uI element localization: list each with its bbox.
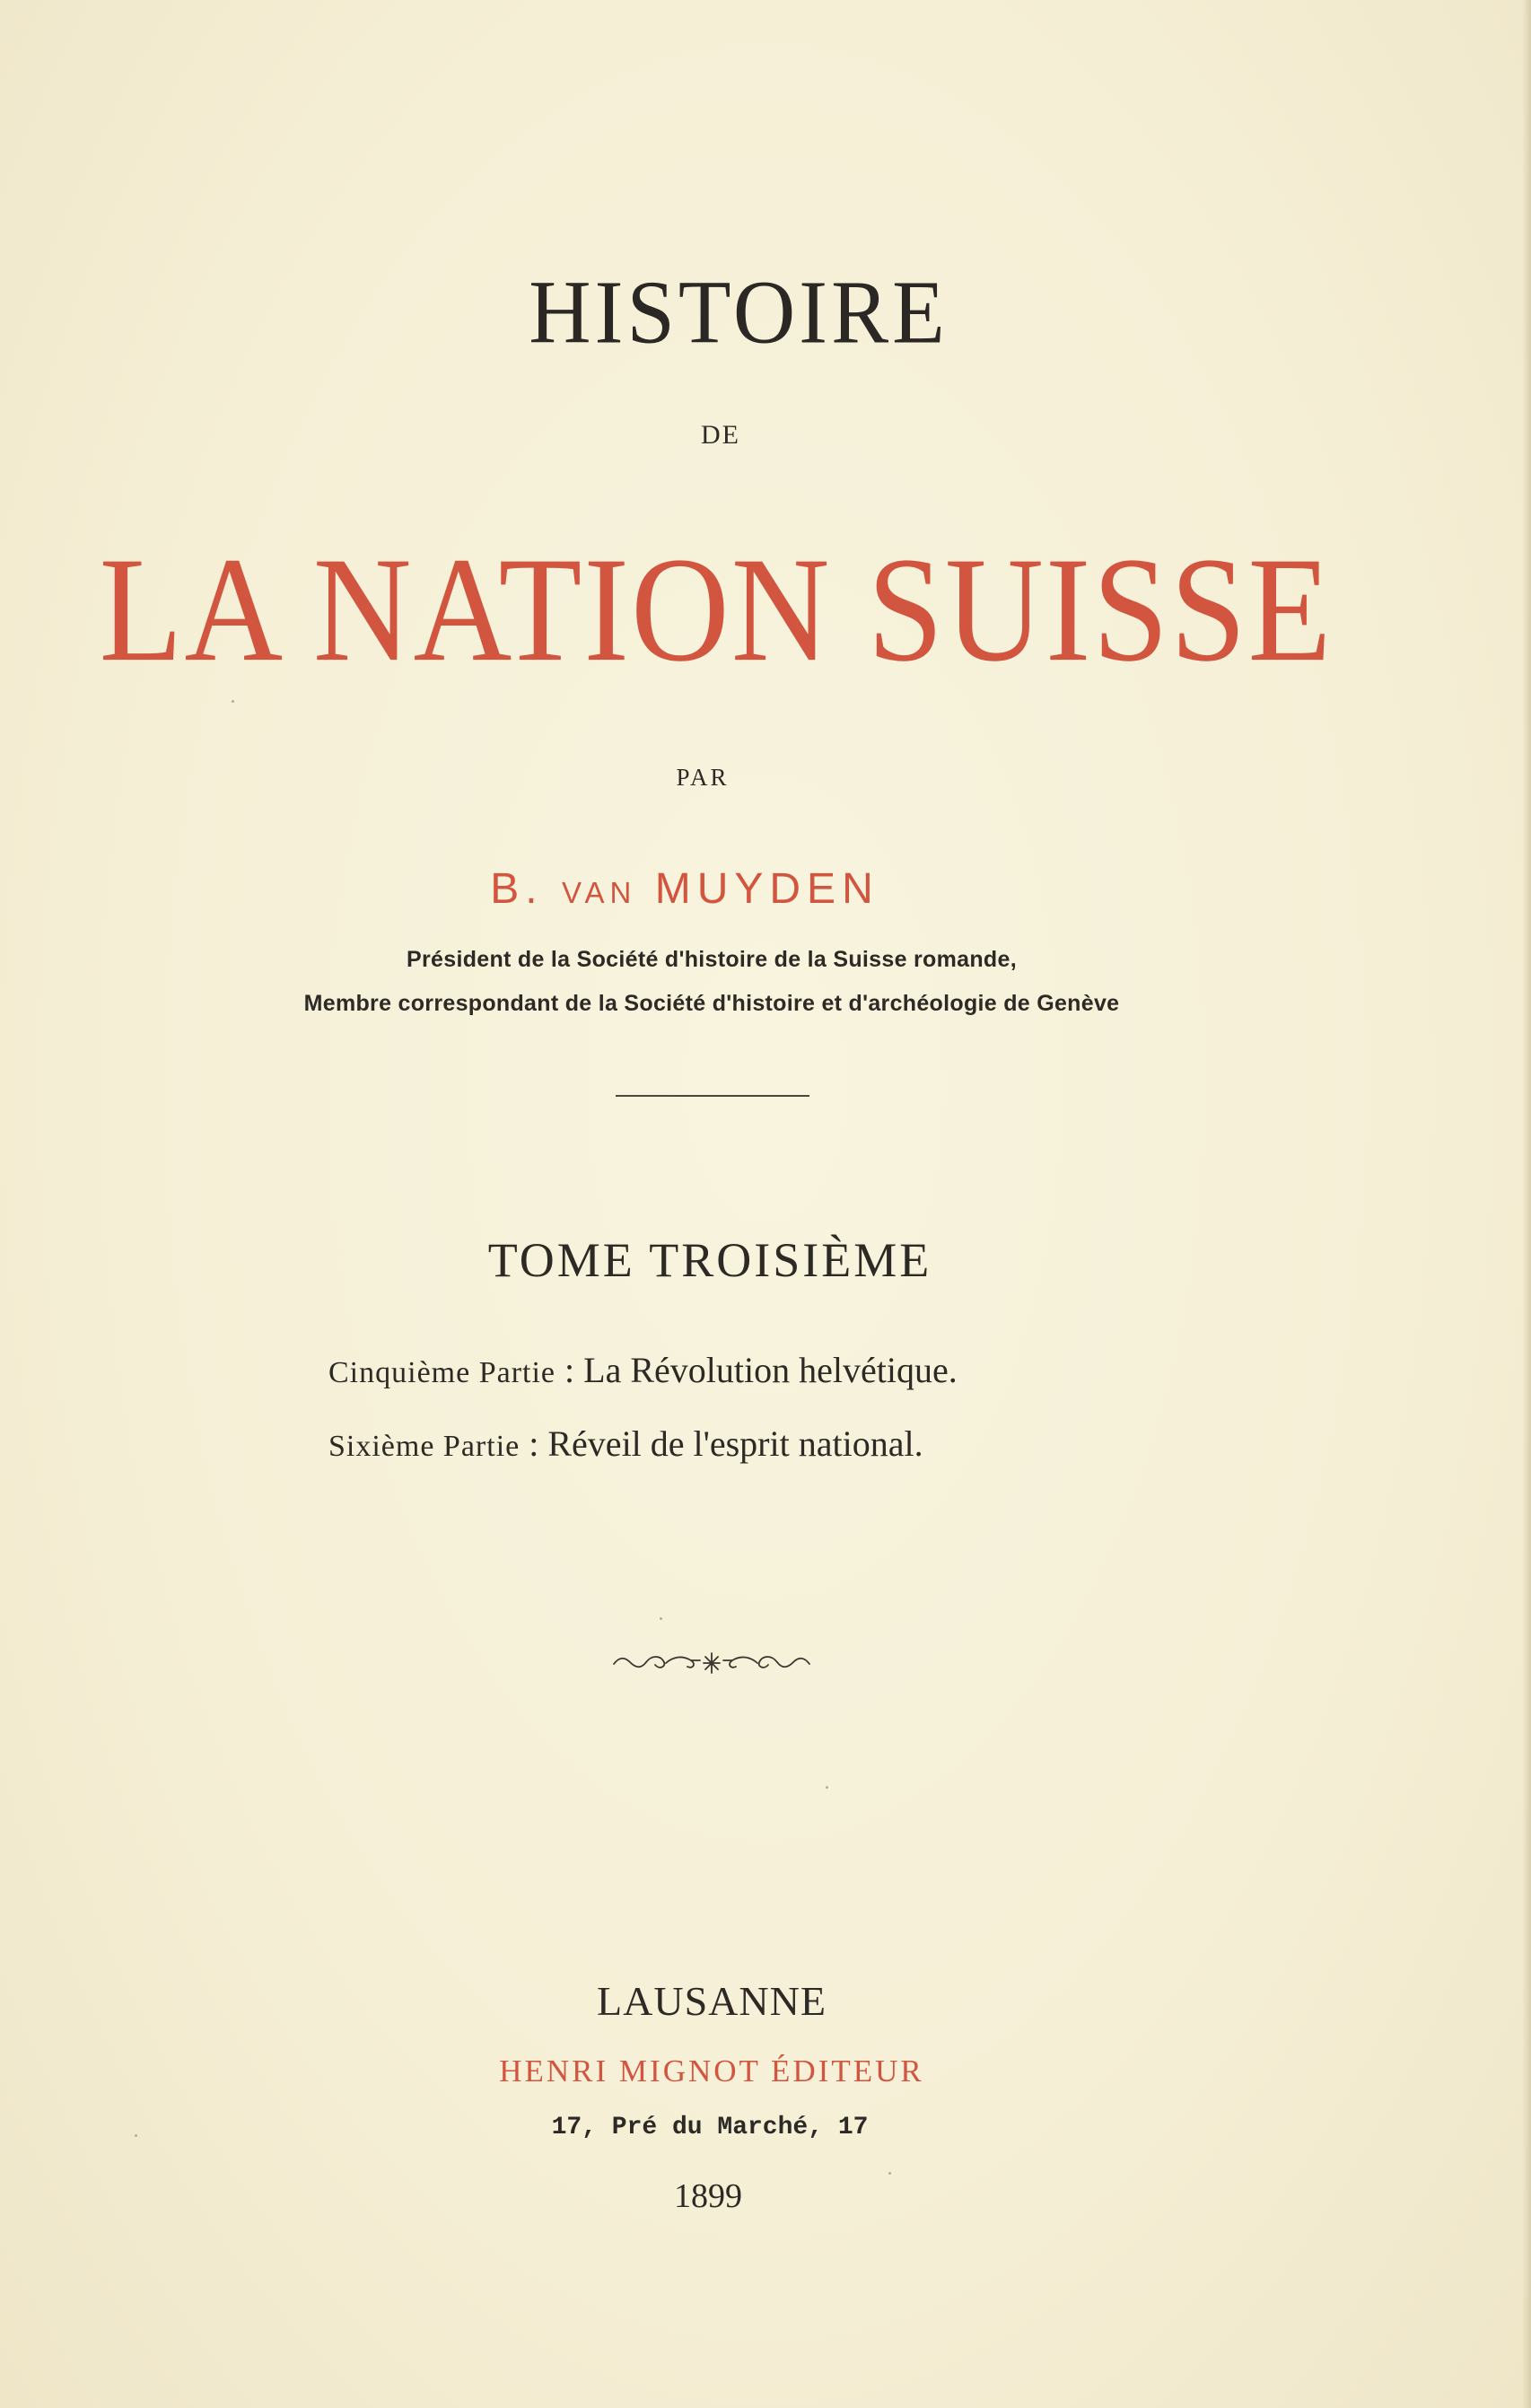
main-title: LA NATION SUISSE — [99, 526, 1334, 693]
part-label: Cinquième Partie — [328, 1356, 556, 1389]
decorative-flourish-icon — [610, 1650, 813, 1677]
publisher-address: 17, Pré du Marché, 17 — [551, 2114, 869, 2141]
part-title: La Révolution helvétique. — [583, 1350, 958, 1390]
author-role-1: Président de la Société d'histoire de la Suisse romande, — [407, 947, 1017, 972]
paper-speck — [135, 2134, 137, 2137]
volume-title: TOME TROISIÈME — [487, 1233, 932, 1287]
page-edge-shadow — [1522, 0, 1531, 2408]
part-line-1 — [328, 1349, 958, 1391]
part-label: Sixième Partie — [328, 1430, 521, 1463]
author-role-2: Membre correspondant de la Société d'histoire et d'archéologie de Genève — [303, 991, 1120, 1016]
paper-speck — [660, 1617, 662, 1620]
author-surname: MUYDEN — [654, 865, 879, 913]
par-label: PAR — [676, 764, 730, 791]
title-de: DE — [701, 420, 740, 450]
title-histoire: HISTOIRE — [529, 261, 949, 363]
author-particle: VAN — [561, 876, 637, 909]
author-name — [0, 864, 1450, 914]
publisher: HENRI MIGNOT ÉDITEUR — [499, 2053, 924, 2088]
divider-rule — [616, 1095, 809, 1097]
paper-speck — [826, 1786, 828, 1789]
paper-speck — [232, 700, 234, 703]
part-title: Réveil de l'esprit national. — [547, 1423, 923, 1464]
part-separator: : — [520, 1423, 548, 1464]
part-separator: : — [556, 1350, 584, 1390]
author-initial: B. — [490, 865, 544, 913]
publication-year: 1899 — [674, 2177, 742, 2215]
paper-speck — [888, 2172, 891, 2175]
part-line-2 — [328, 1423, 923, 1465]
city: LAUSANNE — [597, 1978, 827, 2024]
